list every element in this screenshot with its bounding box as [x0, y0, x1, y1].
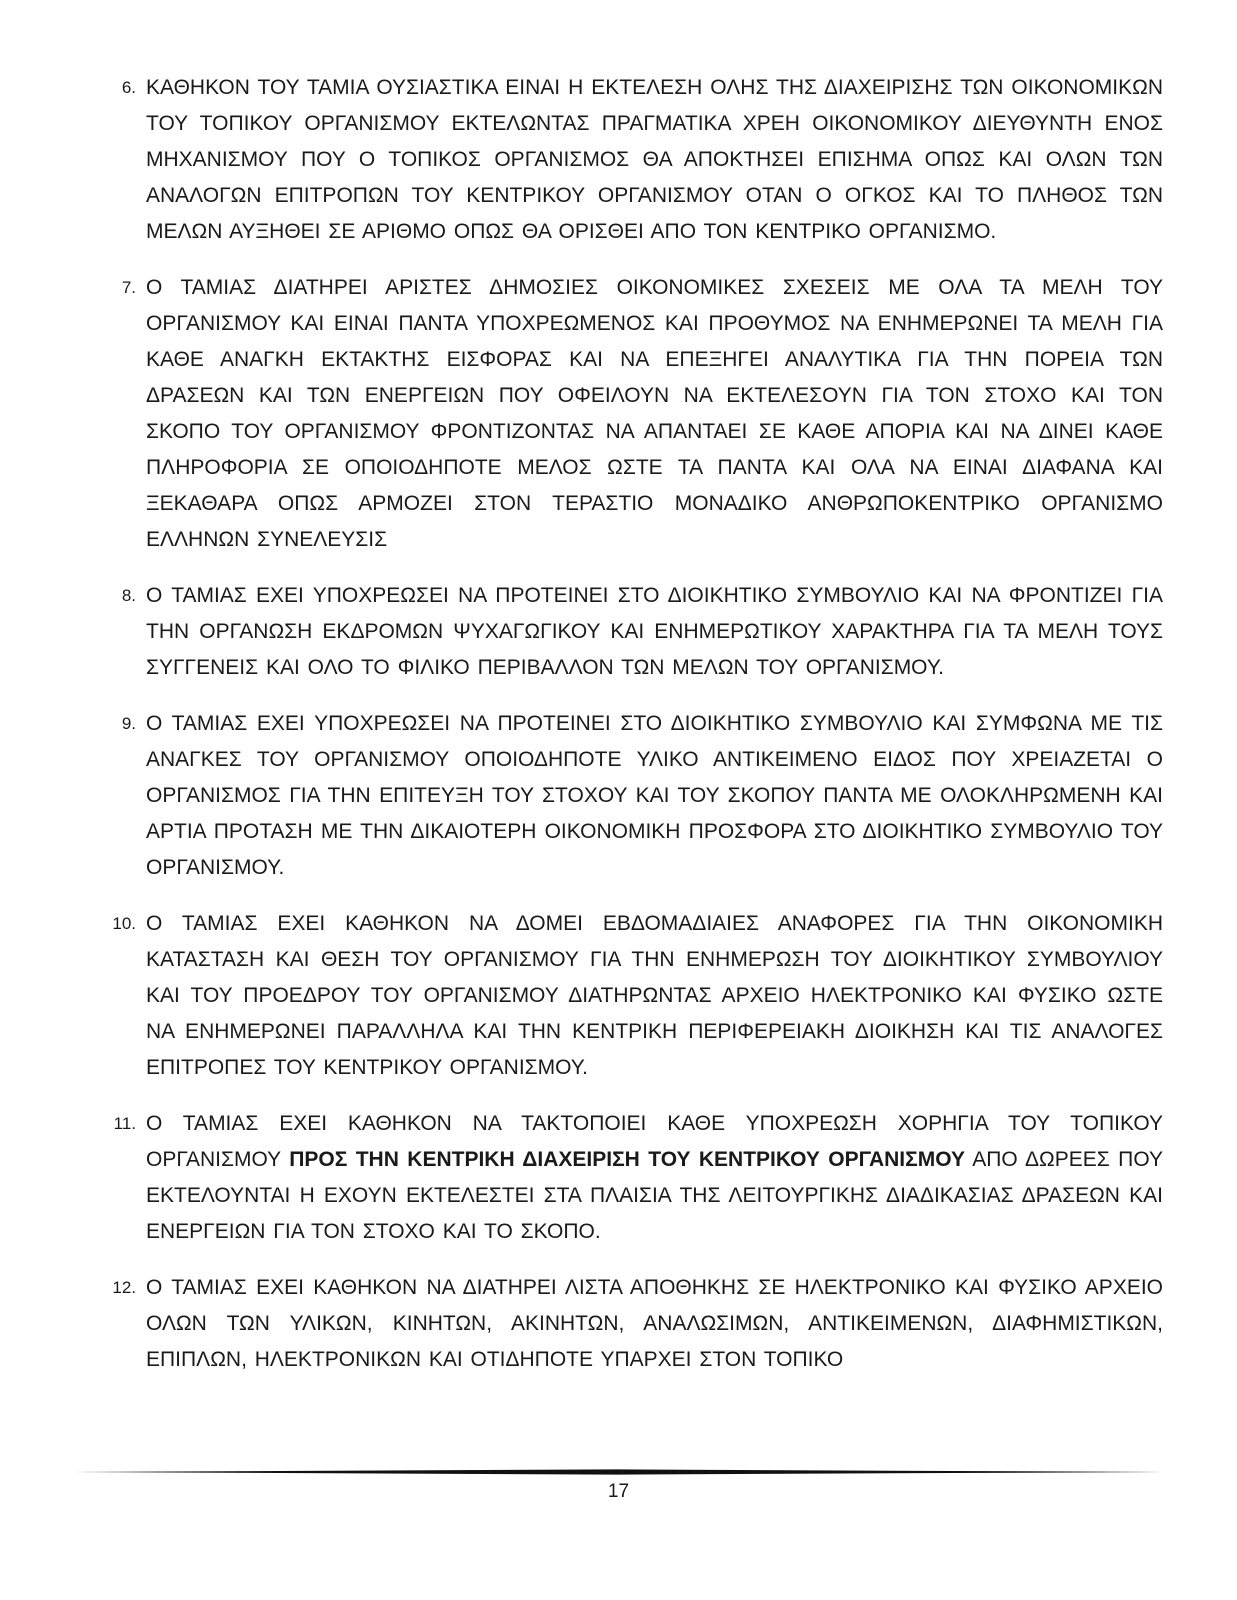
list-item-text-after: ΑΠΟ ΔΩΡΕΕΣ ΠΟΥ ΕΚΤΕΛΟΥΝΤΑΙ Η ΕΧΟΥΝ ΕΚΤΕΛΕΣΤΕΙ ΣΤΑ ΠΛΑΙΣΙΑ ΤΗΣ ΛΕΙΤΟΥΡΓΙΚΗΣ ΔΙΑΔΙΚΑΣΙΑΣ ΔΡΑΣΕΩΝ ΚΑΙ ΕΝΕΡΓΕΙΩΝ ΓΙΑ ΤΟΝ ΣΤΟΧΟ ΚΑΙ ΤΟ ΣΚΟΠΟ. — [146, 1148, 1164, 1243]
list-item-8 — [121, 578, 1163, 686]
list-item-text: Ο ΤΑΜΙΑΣ ΕΧΕΙ ΥΠΟΧΡΕΩΣΕΙ ΝΑ ΠΡΟΤΕΙΝΕΙ ΣΤΟ ΔΙΟΙΚΗΤΙΚΟ ΣΥΜΒΟΥΛΙΟ ΚΑΙ ΝΑ ΦΡΟΝΤΙΖΕΙ ΓΙΑ ΤΗΝ ΟΡΓΑΝΩΣΗ ΕΚΔΡΟΜΩΝ ΨΥΧΑΓΩΓΙΚΟΥ ΚΑΙ ΕΝΗΜΕΡΩΤΙΚΟΥ ΧΑΡΑΚΤΗΡΑ ΓΙΑ ΤΑ ΜΕΛΗ ΤΟΥΣ ΣΥΓΓΕΝΕΙΣ ΚΑΙ ΟΛΟ ΤΟ ΦΙΛΙΚΟ ΠΕΡΙΒΑΛΛΟΝ ΤΩΝ ΜΕΛΩΝ ΤΟΥ ΟΡΓΑΝΙΣΜΟΥ. — [146, 584, 1163, 679]
list-item-text: Ο ΤΑΜΙΑΣ ΕΧΕΙ ΥΠΟΧΡΕΩΣΕΙ ΝΑ ΠΡΟΤΕΙΝΕΙ ΣΤΟ ΔΙΟΙΚΗΤΙΚΟ ΣΥΜΒΟΥΛΙΟ ΚΑΙ ΣΥΜΦΩΝΑ ΜΕ ΤΙΣ ΑΝΑΓΚΕΣ ΤΟΥ ΟΡΓΑΝΙΣΜΟΥ ΟΠΟΙΟΔΗΠΟΤΕ ΥΛΙΚΟ ΑΝΤΙΚΕΙΜΕΝΟ ΕΙΔΟΣ ΠΟΥ ΧΡΕΙΑΖΕΤΑΙ Ο ΟΡΓΑΝΙΣΜΟΣ ΓΙΑ ΤΗΝ ΕΠΙΤΕΥΞΗ ΤΟΥ ΣΤΟΧΟΥ ΚΑΙ ΤΟΥ ΣΚΟΠΟΥ ΠΑΝΤΑ ΜΕ ΟΛΟΚΛΗΡΩΜΕΝΗ ΚΑΙ ΑΡΤΙΑ ΠΡΟΤΑΣΗ ΜΕ ΤΗΝ ΔΙΚΑΙΟΤΕΡΗ ΟΙΚΟΝΟΜΙΚΗ ΠΡΟΣΦΟΡΑ ΣΤΟ ΔΙΟΙΚΗΤΙΚΟ ΣΥΜΒΟΥΛΙΟ ΤΟΥ ΟΡΓΑΝΙΣΜΟΥ. — [146, 712, 1163, 879]
list-item-text — [146, 1106, 1163, 1250]
footer-rule-line — [73, 1469, 1163, 1474]
list-item-6 — [121, 70, 1163, 250]
list-item-11 — [113, 1106, 1164, 1250]
page-number: 17 — [607, 1481, 630, 1502]
list-item-7 — [121, 270, 1163, 558]
document-body — [0, 70, 1237, 1398]
list-number: 7. — [121, 278, 136, 297]
list-number: 6. — [121, 78, 136, 97]
list-item-text-bold: ΠΡΟΣ ΤΗΝ ΚΕΝΤΡΙΚΗ ΔΙΑΧΕΙΡΙΣΗ ΤΟΥ ΚΕΝΤΡΙΚΟΥ ΟΡΓΑΝΙΣΜΟΥ — [289, 1148, 965, 1171]
list-item-12 — [112, 1270, 1163, 1378]
list-item-text: Ο ΤΑΜΙΑΣ ΕΧΕΙ ΚΑΘΗΚΟΝ ΝΑ ΔΟΜΕΙ ΕΒΔΟΜΑΔΙΑΙΕΣ ΑΝΑΦΟΡΕΣ ΓΙΑ ΤΗΝ ΟΙΚΟΝΟΜΙΚΗ ΚΑΤΑΣΤΑΣΗ ΚΑΙ ΘΕΣΗ ΤΟΥ ΟΡΓΑΝΙΣΜΟΥ ΓΙΑ ΤΗΝ ΕΝΗΜΕΡΩΣΗ ΤΟΥ ΔΙΟΙΚΗΤΙΚΟΥ ΣΥΜΒΟΥΛΙΟΥ ΚΑΙ ΤΟΥ ΠΡΟΕΔΡΟΥ ΤΟΥ ΟΡΓΑΝΙΣΜΟΥ ΔΙΑΤΗΡΩΝΤΑΣ ΑΡΧΕΙΟ ΗΛΕΚΤΡΟΝΙΚΟ ΚΑΙ ΦΥΣΙΚΟ ΩΣΤΕ ΝΑ ΕΝΗΜΕΡΩΝΕΙ ΠΑΡΑΛΛΗΛΑ ΚΑΙ ΤΗΝ ΚΕΝΤΡΙΚΗ ΠΕΡΙΦΕΡΕΙΑΚΗ ΔΙΟΙΚΗΣΗ ΚΑΙ ΤΙΣ ΑΝΑΛΟΓΕΣ ΕΠΙΤΡΟΠΕΣ ΤΟΥ ΚΕΝΤΡΙΚΟΥ ΟΡΓΑΝΙΣΜΟΥ. — [146, 912, 1163, 1079]
list-item-9 — [121, 706, 1163, 886]
list-number: 12. — [112, 1278, 136, 1297]
list-item-text: ΚΑΘΗΚΟΝ ΤΟΥ ΤΑΜΙΑ ΟΥΣΙΑΣΤΙΚΑ ΕΙΝΑΙ Η ΕΚΤΕΛΕΣΗ ΟΛΗΣ ΤΗΣ ΔΙΑΧΕΙΡΙΣΗΣ ΤΩΝ ΟΙΚΟΝΟΜΙΚΩΝ ΤΟΥ ΤΟΠΙΚΟΥ ΟΡΓΑΝΙΣΜΟΥ ΕΚΤΕΛΩΝΤΑΣ ΠΡΑΓΜΑΤΙΚΑ ΧΡΕΗ ΟΙΚΟΝΟΜΙΚΟΥ ΔΙΕΥΘΥΝΤΗ ΕΝΟΣ ΜΗΧΑΝΙΣΜΟΥ ΠΟΥ Ο ΤΟΠΙΚΟΣ ΟΡΓΑΝΙΣΜΟΣ ΘΑ ΑΠΟΚΤΗΣΕΙ ΕΠΙΣΗΜΑ ΟΠΩΣ ΚΑΙ ΟΛΩΝ ΤΩΝ ΑΝΑΛΟΓΩΝ ΕΠΙΤΡΟΠΩΝ ΤΟΥ ΚΕΝΤΡΙΚΟΥ ΟΡΓΑΝΙΣΜΟΥ ΟΤΑΝ Ο ΟΓΚΟΣ ΚΑΙ ΤΟ ΠΛΗΘΟΣ ΤΩΝ ΜΕΛΩΝ ΑΥΞΗΘΕΙ ΣΕ ΑΡΙΘΜΟ ΟΠΩΣ ΘΑ ΟΡΙΣΘΕΙ ΑΠΟ ΤΟΝ ΚΕΝΤΡΙΚΟ ΟΡΓΑΝΙΣΜΟ. — [146, 76, 1163, 243]
list-item-text-before: Ο ΤΑΜΙΑΣ ΕΧΕΙ ΚΑΘΗΚΟΝ ΝΑ ΤΑΚΤΟΠΟΙΕΙ ΚΑΘΕ ΥΠΟΧΡΕΩΣΗ ΧΟΡΗΓΙΑ ΤΟΥ ΤΟΠΙΚΟΥ ΟΡΓΑΝΙΣΜΟΥ — [146, 1112, 1163, 1171]
list-number: 9. — [121, 714, 136, 733]
list-number: 8. — [121, 586, 136, 605]
list-item-text: Ο ΤΑΜΙΑΣ ΕΧΕΙ ΚΑΘΗΚΟΝ ΝΑ ΔΙΑΤΗΡΕΙ ΛΙΣΤΑ ΑΠΟΘΗΚΗΣ ΣΕ ΗΛΕΚΤΡΟΝΙΚΟ ΚΑΙ ΦΥΣΙΚΟ ΑΡΧΕΙΟ ΟΛΩΝ ΤΩΝ ΥΛΙΚΩΝ, ΚΙΝΗΤΩΝ, ΑΚΙΝΗΤΩΝ, ΑΝΑΛΩΣΙΜΩΝ, ΑΝΤΙΚΕΙΜΕΝΩΝ, ΔΙΑΦΗΜΙΣΤΙΚΩΝ, ΕΠΙΠΛΩΝ, ΗΛΕΚΤΡΟΝΙΚΩΝ ΚΑΙ ΟΤΙΔΗΠΟΤΕ ΥΠΑΡΧΕΙ ΣΤΟΝ ΤΟΠΙΚΟ — [146, 1276, 1163, 1371]
footer-rule — [73, 1469, 1163, 1475]
list-item-10 — [112, 906, 1163, 1086]
list-item-text: Ο ΤΑΜΙΑΣ ΔΙΑΤΗΡΕΙ ΑΡΙΣΤΕΣ ΔΗΜΟΣΙΕΣ ΟΙΚΟΝΟΜΙΚΕΣ ΣΧΕΣΕΙΣ ΜΕ ΟΛΑ ΤΑ ΜΕΛΗ ΤΟΥ ΟΡΓΑΝΙΣΜΟΥ ΚΑΙ ΕΙΝΑΙ ΠΑΝΤΑ ΥΠΟΧΡΕΩΜΕΝΟΣ ΚΑΙ ΠΡΟΘΥΜΟΣ ΝΑ ΕΝΗΜΕΡΩΝΕΙ ΤΑ ΜΕΛΗ ΓΙΑ ΚΑΘΕ ΑΝΑΓΚΗ ΕΚΤΑΚΤΗΣ ΕΙΣΦΟΡΑΣ ΚΑΙ ΝΑ ΕΠΕΞΗΓΕΙ ΑΝΑΛΥΤΙΚΑ ΓΙΑ ΤΗΝ ΠΟΡΕΙΑ ΤΩΝ ΔΡΑΣΕΩΝ ΚΑΙ ΤΩΝ ΕΝΕΡΓΕΙΩΝ ΠΟΥ ΟΦΕΙΛΟΥΝ ΝΑ ΕΚΤΕΛΕΣΟΥΝ ΓΙΑ ΤΟΝ ΣΤΟΧΟ ΚΑΙ ΤΟΝ ΣΚΟΠΟ ΤΟΥ ΟΡΓΑΝΙΣΜΟΥ ΦΡΟΝΤΙΖΟΝΤΑΣ ΝΑ ΑΠΑΝΤΑΕΙ ΣΕ ΚΑΘΕ ΑΠΟΡΙΑ ΚΑΙ ΝΑ ΔΙΝΕΙ ΚΑΘΕ ΠΛΗΡΟΦΟΡΙΑ ΣΕ ΟΠΟΙΟΔΗΠΟΤΕ ΜΕΛΟΣ ΩΣΤΕ ΤΑ ΠΑΝΤΑ ΚΑΙ ΟΛΑ ΝΑ ΕΙΝΑΙ ΔΙΑΦΑΝΑ ΚΑΙ ΞΕΚΑΘΑΡΑ ΟΠΩΣ ΑΡΜΟΖΕΙ ΣΤΟΝ ΤΕΡΑΣΤΙΟ ΜΟΝΑΔΙΚΟ ΑΝΘΡΩΠΟΚΕΝΤΡΙΚΟ ΟΡΓΑΝΙΣΜΟ ΕΛΛΗΝΩΝ ΣΥΝΕΛΕΥΣΙΣ — [146, 276, 1163, 551]
list-number: 10. — [112, 914, 136, 933]
list-number: 11. — [113, 1114, 136, 1133]
